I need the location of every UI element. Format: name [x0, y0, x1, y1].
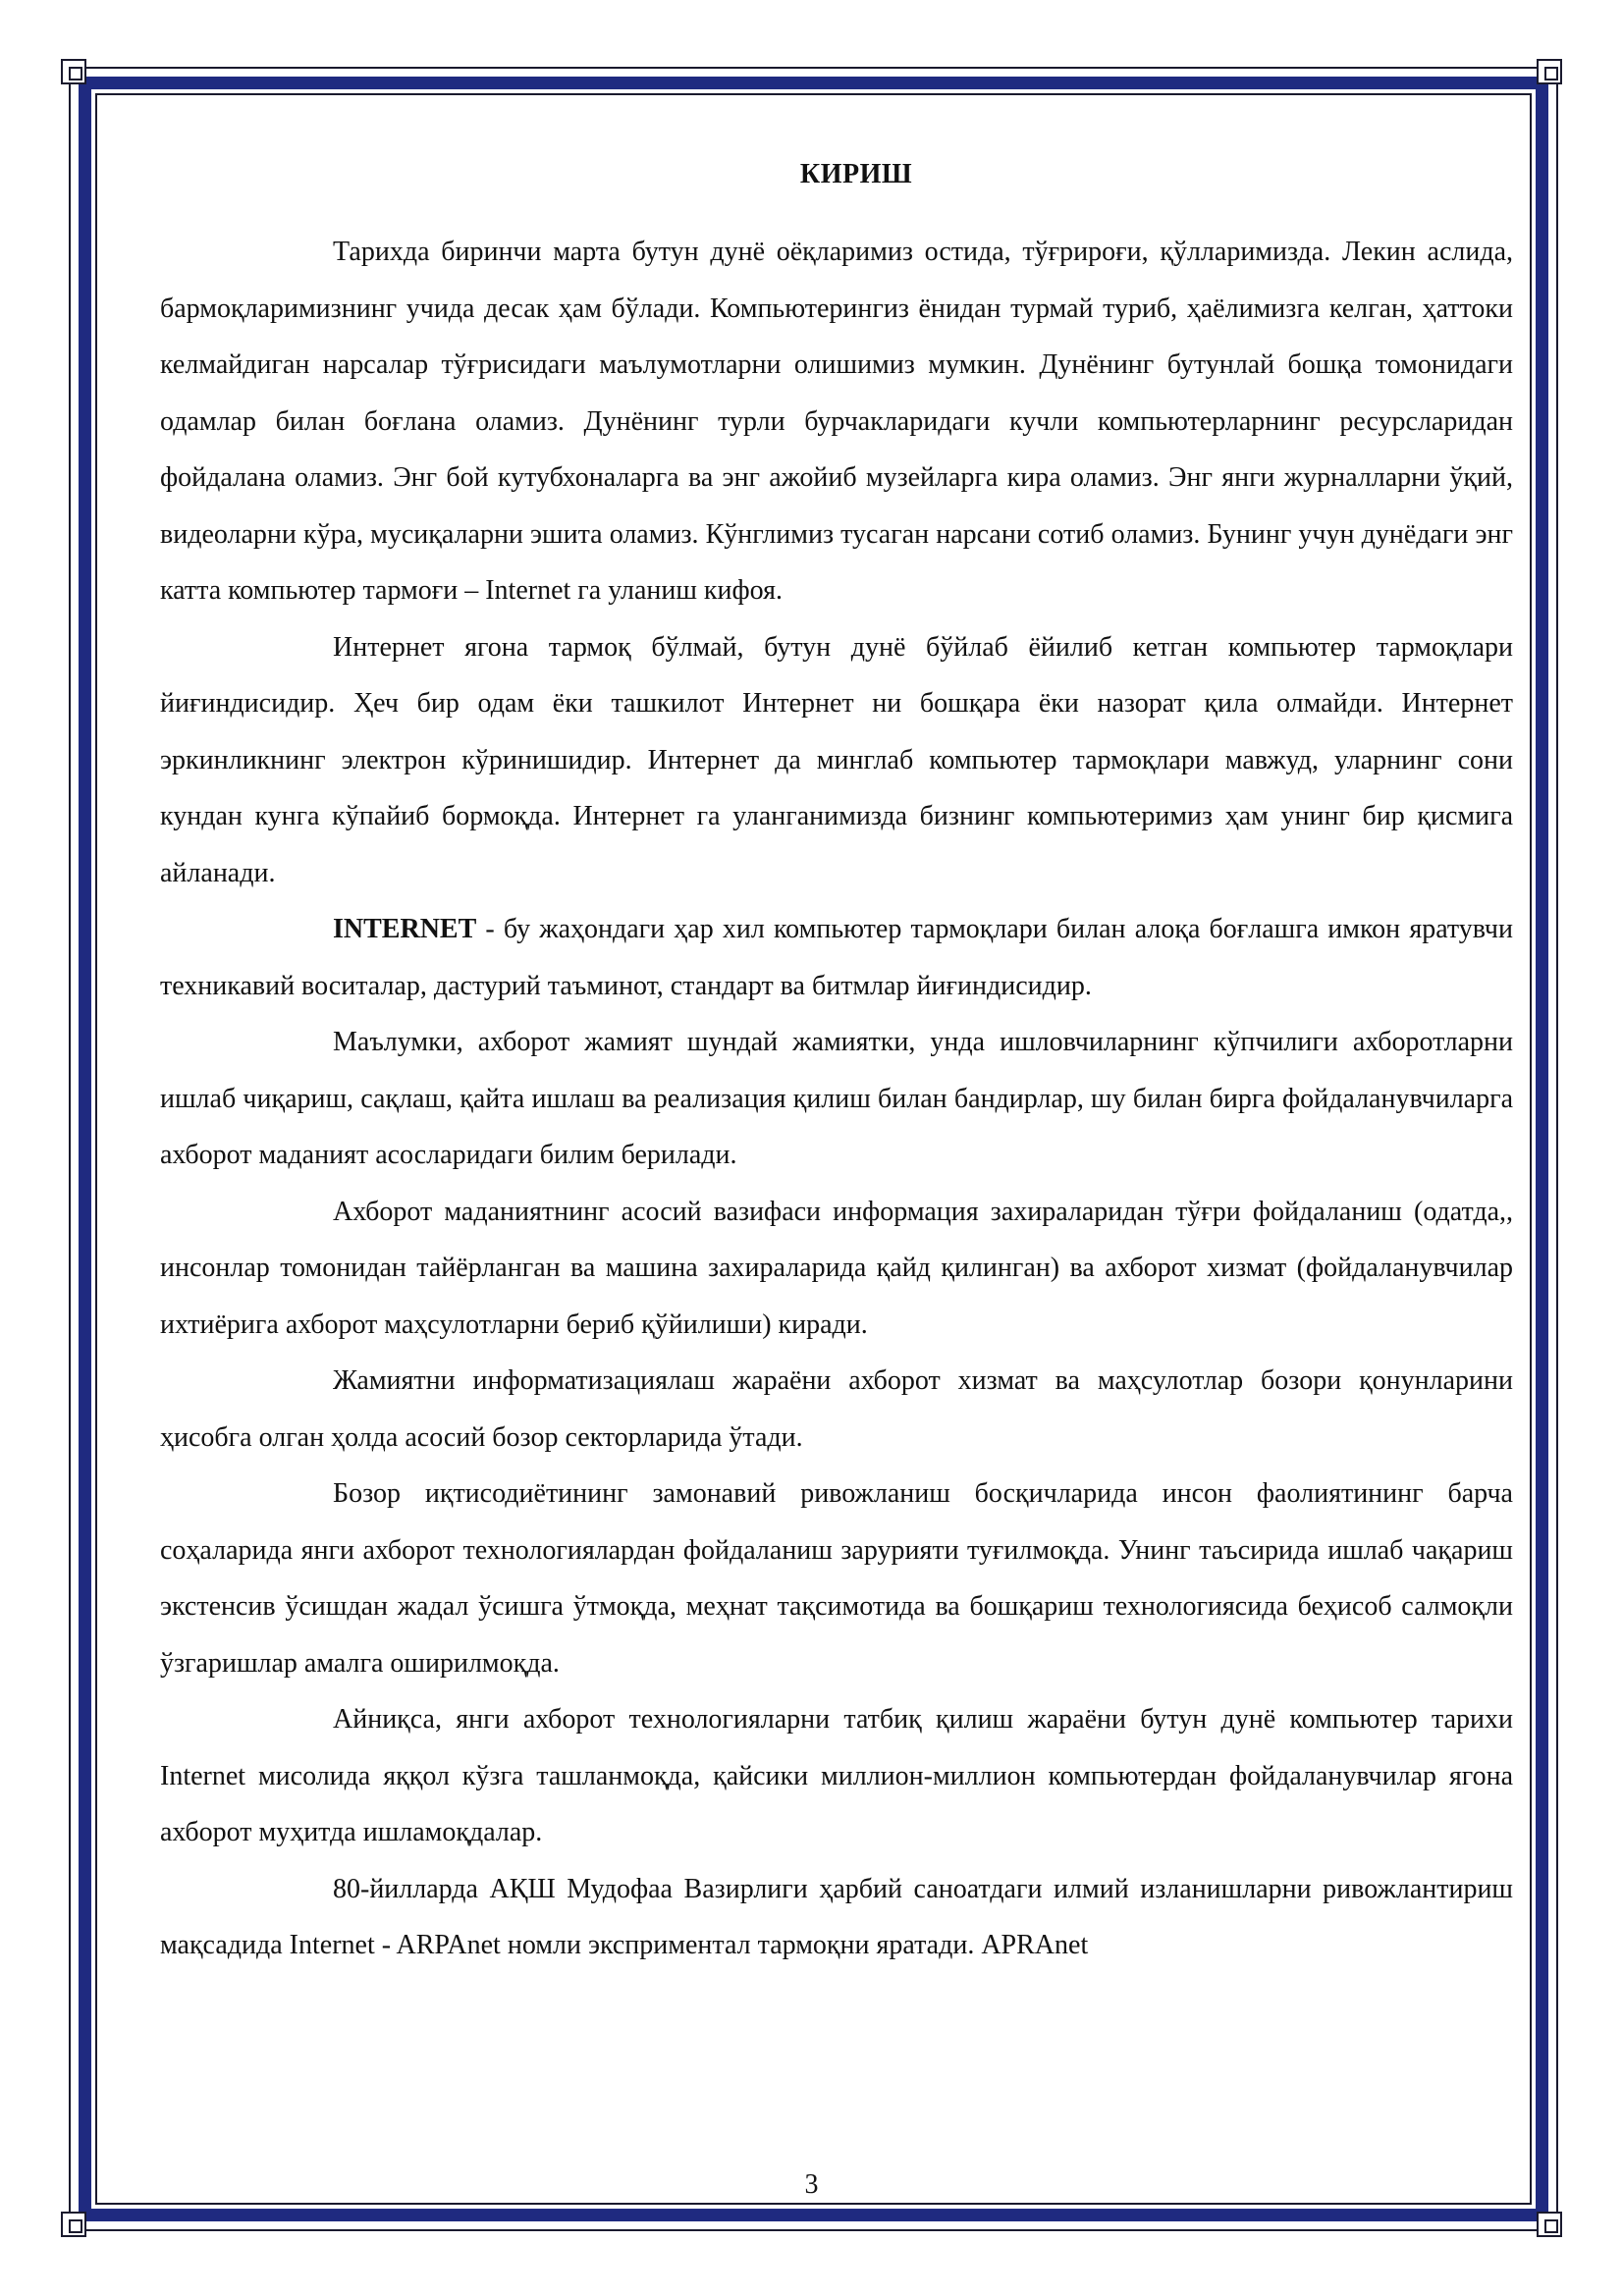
paragraph-text: Интернет ягона тармоқ бўлмай, бутун дунё бўйлаб ёйилиб кетган компьютер тармоқлари йиғиндисидир. Ҳеч бир одам ёки ташкилот Интернет ни бошқара ёки назорат қила олмайди. Интернет эркинликнинг электрон кўринишидир. Интернет да минглаб компьютер тармоқлари мавжуд, уларнинг сони кундан кунга кўпайиб бормоқда. Интернет га уланганимизда бизнинг компьютеримиз ҳам унинг бир қисмига айланади. [160, 631, 1513, 888]
page-title: КИРИШ [799, 159, 913, 189]
paragraph-text: Тарихда биринчи марта бутун дунё оёқларимиз остида, тўғрироғи, қўлларимизда. Лекин аслида, бармоқларимизнинг учида десак ҳам бўлади. Компьютерингиз ёнидан турмай туриб, ҳаёлимизга келган, ҳаттоки келмайдиган нарсалар тўғрисидаги маълумотларни олишимиз мумкин. Дунёнинг бутунлай бошқа томонидаги одамлар билан боғлана оламиз. Дунёнинг турли бурчакларидаги кучли компьютерларнинг ресурсларидан фойдалана оламиз. Энг бой кутубхоналарга ва энг ажойиб музейларга кира оламиз. Энг янги журналларни ўқий, видеоларни кўра, мусиқаларни эшита оламиз. Кўнглимиз тусаган нарсани сотиб оламиз. Бунинг учун дунёдаги энг катта компьютер тармоғи – Internet га уланиш кифоя. [160, 237, 1513, 606]
paragraph-6 [160, 1353, 1513, 1466]
paragraph-text: Айниқса, янги ахборот технологияларни татбиқ қилиш жараёни бутун дунё компьютер тарихи Internet мисолида яққол кўзга ташланмоқда, қайсики миллион-миллион компьютердан фойдаланувчилар ягона ахборот муҳитда ишламоқдалар. [160, 1704, 1513, 1847]
paragraph-text: Маълумки, ахборот жамият шундай жамиятки, унда ишловчиларнинг кўпчилиги ахборотларни ишлаб чиқариш, сақлаш, қайта ишлаш ва реализация қилиш билан бандирлар, шу билан бирга фойдаланувчиларга ахборот маданият асосларидаги билим берилади. [160, 1027, 1513, 1170]
border-corner-bottom-right [1537, 2212, 1562, 2237]
border-corner-top-right [1537, 59, 1562, 84]
paragraph-1 [160, 224, 1513, 619]
paragraph-text: 80-йилларда АҚШ Мудофаа Вазирлиги ҳарбий саноатдаги илмий изланишларни ривожлантириш мақсадида Internet - ARPAnet номли эксприментал тармоқни яратади. APRAnet [160, 1873, 1513, 1960]
paragraph-text: Ахборот маданиятнинг асосий вазифаси информация захираларидан тўғри фойдаланиш (одатда,, инсонлар томонидан тайёрланган ва машина захираларида қайд қилинган) ва ахборот хизмат (фойдаланувчилар ихтиёрига ахборот маҳсулотларни бериб қўйилиши) киради. [160, 1196, 1513, 1340]
paragraph-text: Жамиятни информатизациялаш жараёни ахборот хизмат ва маҳсулотлар бозори қонунларини ҳисобга олган ҳолда асосий бозор секторларида ўтади. [160, 1365, 1513, 1453]
paragraph-2 [160, 619, 1513, 902]
page-number: 3 [804, 2169, 819, 2200]
paragraph-3 [160, 901, 1513, 1014]
border-corner-bottom-left [61, 2212, 86, 2237]
paragraph-lead-internet: INTERNET [333, 914, 477, 944]
border-corner-top-left [61, 59, 86, 84]
paragraph-text: Бозор иқтисодиётининг замонавий ривожланиш босқичларида инсон фаолиятининг барча соҳаларида янги ахборот технологиялардан фойдаланиш зарурияти туғилмоқда. Унинг таъсирида ишлаб чақариш экстенсив ўсишдан жадал ўсишга ўтмоқда, меҳнат тақсимотида ва бошқариш технологиясида беҳисоб салмоқли ўзгаришлар амалга оширилмоқда. [160, 1478, 1513, 1679]
paragraph-4 [160, 1014, 1513, 1184]
page-content [160, 147, 1513, 1974]
paragraph-7 [160, 1466, 1513, 1691]
paragraph-8 [160, 1691, 1513, 1861]
paragraph-text: - бу жаҳондаги ҳар хил компьютер тармоқлари билан алоқа боғлашга имкон яратувчи техникавий воситалар, дастурий таъминот, стандарт ва битмлар йиғиндисидир. [160, 914, 1513, 1001]
paragraph-5 [160, 1184, 1513, 1354]
paragraph-9 [160, 1861, 1513, 1974]
